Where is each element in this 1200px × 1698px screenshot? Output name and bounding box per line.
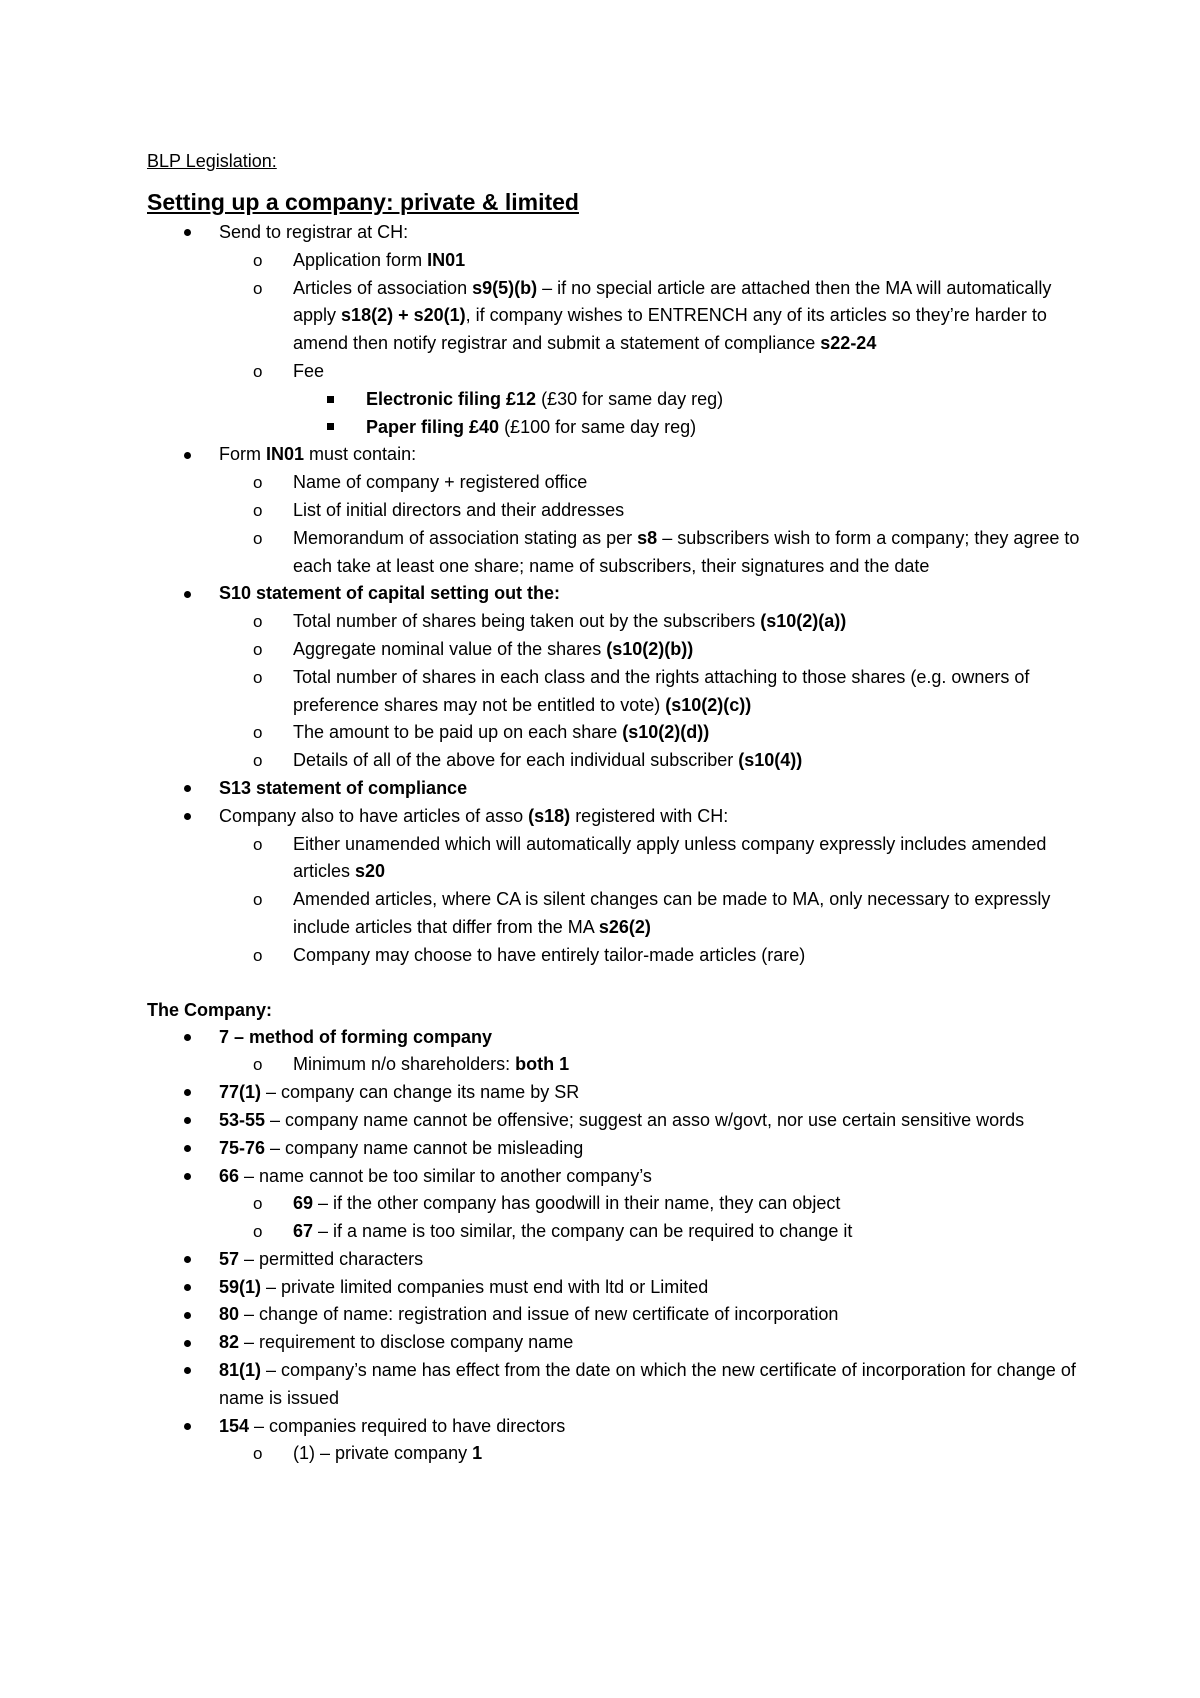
list-item: o Company may choose to have entirely tailor-made articles (rare) [147, 942, 1087, 970]
square-bullet-icon [327, 386, 334, 414]
company-list [147, 1024, 1087, 1469]
list-item: 75-76 – company name cannot be misleading [147, 1135, 1087, 1163]
list-item: o Application form IN01 [147, 247, 1087, 275]
circle-bullet-icon: o [253, 473, 263, 493]
circle-bullet-icon: o [253, 945, 263, 965]
list-item: o (1) – private company 1 [147, 1440, 1087, 1468]
list-item: o The amount to be paid up on each share (s10(2)(d)) [147, 719, 1087, 747]
document-title: BLP Legislation: [147, 151, 277, 171]
bullet-icon [184, 1024, 191, 1052]
circle-bullet-icon: o [253, 667, 263, 687]
list-item: Form IN01 must contain: [147, 441, 1087, 469]
circle-bullet-icon: o [253, 890, 263, 910]
list-item: S13 statement of compliance [147, 775, 1087, 803]
list-item: 57 – permitted characters [147, 1246, 1087, 1274]
list-item: o Fee [147, 358, 1087, 386]
list-item: o 69 – if the other company has goodwill in their name, they can object [147, 1190, 1087, 1218]
list-item: 59(1) – private limited companies must end with ltd or Limited [147, 1274, 1087, 1302]
list-item: o Total number of shares being taken out by the subscribers (s10(2)(a)) [147, 608, 1087, 636]
circle-bullet-icon: o [253, 528, 263, 548]
list-item: o List of initial directors and their addresses [147, 497, 1087, 525]
bullet-icon [184, 1274, 191, 1302]
circle-bullet-icon: o [253, 639, 263, 659]
bullet-icon [184, 1107, 191, 1135]
square-bullet-icon [327, 414, 334, 442]
document-body [147, 147, 1087, 1468]
list-item: Electronic filing £12 (£30 for same day reg) [147, 386, 1087, 414]
list-item: 7 – method of forming company [147, 1024, 1087, 1052]
list-item: 66 – name cannot be too similar to another company’s [147, 1163, 1087, 1191]
list-item: Paper filing £40 (£100 for same day reg) [147, 414, 1087, 442]
circle-bullet-icon: o [253, 500, 263, 520]
bullet-icon [184, 1163, 191, 1191]
list-item: o Total number of shares in each class and the rights attaching to those shares (e.g. owners of preference shares may not be entitled to vote) (s10(2)(c)) [147, 664, 1087, 720]
circle-bullet-icon: o [253, 361, 263, 381]
bullet-icon [184, 1301, 191, 1329]
list-item: o Memorandum of association stating as per s8 – subscribers wish to form a company; they agree to each take at least one share; name of subscribers, their signatures and the date [147, 525, 1087, 581]
list-item: Company also to have articles of asso (s18) registered with CH: [147, 803, 1087, 831]
list-item: 77(1) – company can change its name by SR [147, 1079, 1087, 1107]
section-title-the-company: The Company: [147, 999, 273, 1020]
circle-bullet-icon: o [253, 278, 263, 298]
circle-bullet-icon: o [253, 1222, 263, 1242]
list-item: o 67 – if a name is too similar, the company can be required to change it [147, 1218, 1087, 1246]
list-item: o Amended articles, where CA is silent changes can be made to MA, only necessary to expressly include articles that differ from the MA s26(2) [147, 886, 1087, 942]
bullet-icon [184, 1329, 191, 1357]
circle-bullet-icon: o [253, 1055, 263, 1075]
bullet-icon [184, 1413, 191, 1441]
list-item: o Name of company + registered office [147, 469, 1087, 497]
bullet-icon [184, 1246, 191, 1274]
list-item: 81(1) – company’s name has effect from the date on which the new certificate of incorporation for change of name is issued [147, 1357, 1087, 1413]
circle-bullet-icon: o [253, 250, 263, 270]
list-item: 154 – companies required to have directors [147, 1413, 1087, 1441]
circle-bullet-icon: o [253, 723, 263, 743]
section-heading-setting-up: Setting up a company: private & limited [147, 189, 579, 215]
circle-bullet-icon: o [253, 1444, 263, 1464]
bullet-icon [184, 803, 191, 831]
bullet-icon [184, 1135, 191, 1163]
list-item: 53-55 – company name cannot be offensive; suggest an asso w/govt, nor use certain sensitive words [147, 1107, 1087, 1135]
circle-bullet-icon: o [253, 1194, 263, 1214]
setup-list [147, 219, 1087, 970]
circle-bullet-icon: o [253, 612, 263, 632]
bullet-icon [184, 219, 191, 247]
bullet-icon [184, 1357, 191, 1385]
bullet-icon [184, 1079, 191, 1107]
list-item: 82 – requirement to disclose company name [147, 1329, 1087, 1357]
list-item: o Articles of association s9(5)(b) – if no special article are attached then the MA will automatically apply s18(2) + s20(1), if company wishes to ENTRENCH any of its articles so they’re harder to amend then notify registrar and submit a statement of compliance s22-24 [147, 275, 1087, 358]
list-item: 80 – change of name: registration and issue of new certificate of incorporation [147, 1301, 1087, 1329]
bullet-icon [184, 580, 191, 608]
circle-bullet-icon: o [253, 751, 263, 771]
list-item: o Details of all of the above for each individual subscriber (s10(4)) [147, 747, 1087, 775]
list-item: Send to registrar at CH: [147, 219, 1087, 247]
list-item: S10 statement of capital setting out the: [147, 580, 1087, 608]
list-item: o Either unamended which will automatically apply unless company expressly includes amended articles s20 [147, 831, 1087, 887]
list-item: o Aggregate nominal value of the shares (s10(2)(b)) [147, 636, 1087, 664]
circle-bullet-icon: o [253, 834, 263, 854]
bullet-icon [184, 441, 191, 469]
list-item: o Minimum n/o shareholders: both 1 [147, 1051, 1087, 1079]
bullet-icon [184, 775, 191, 803]
